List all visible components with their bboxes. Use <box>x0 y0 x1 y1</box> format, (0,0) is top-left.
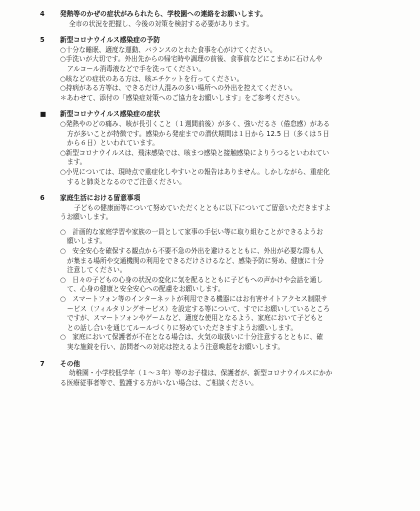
bullet-line: ○手洗いが大切です。外出先からの帰宅時や調理の前後、食事前などにこまめに石けんや <box>60 55 323 64</box>
bullet-continuation: から６日）といわれています。 <box>67 139 159 148</box>
section-symptoms <box>40 110 394 187</box>
bullet-line: ○発熱やのどの痛み、咳が長引くこと（１週間前後）が多く、強いだるさ（倦怠感）がある <box>60 119 330 128</box>
section-title: 家庭生活における留意事項 <box>60 194 141 203</box>
section-title: 新型コロナウイルス感染症の予防 <box>60 36 161 45</box>
bullet-continuation: ービス（フィルタリングサービス）を設定する等について、すでにお願いしているところ <box>67 304 330 313</box>
section-number: ■ <box>40 110 47 119</box>
section-heading <box>40 110 394 120</box>
bullet-line: ○新型コロナウイルスは、飛沫感染では、咳まつ感染と接触感染によりうつるといわれてい <box>60 148 330 157</box>
bullet-continuation: すると肺炎となるのでご注意ください。 <box>67 177 186 186</box>
bullet-continuation: ます。 <box>67 158 87 167</box>
paragraph-line: 全市の状況を把握し、今後の対策を検討する必要があります。 <box>69 19 254 28</box>
bullet-line: ○十分な睡眠、適度な運動、バランスのとれた食事を心がけてください。 <box>60 45 277 54</box>
bullet-continuation: 注意してください。 <box>67 266 127 275</box>
section-other <box>40 360 394 389</box>
section-number: 6 <box>40 194 45 203</box>
bullet-line: ○小児については、現時点で重症化しやすいとの報告はありません。しかしながら、重症化 <box>60 167 330 176</box>
bullet-line: ○ 安全安心を確保する観点から不要不急の外出を避けるとともに、外出が必要な際も人 <box>60 247 323 256</box>
section-heading <box>40 10 394 20</box>
section-prevention <box>40 36 394 103</box>
bullet-continuation: ですが、スマートフォンやゲームなど、適度な使用となるよう、家庭において子どもと <box>67 314 324 323</box>
section-fever-contact <box>40 10 394 29</box>
section-number: 5 <box>40 36 45 45</box>
bullet-continuation: アルコール消毒液などで手を洗ってください。 <box>67 64 206 73</box>
section-title: その他 <box>60 359 81 368</box>
bullet-line: ○ 日々の子どもの心身の状況の変化に気を配るとともに子どもへの声かけや会話を通し <box>60 275 323 284</box>
section-heading <box>40 194 394 204</box>
bullet-continuation: が集まる場所や交通機関の利用をできるだけさけるなど、感染予防に努め、健康に十分 <box>67 256 324 265</box>
bullet-continuation: との話し合いを通じてルールづくりに努めていただきますようお願いします。 <box>67 323 298 332</box>
bullet-line: ○ スマートフォン等のインターネットが利用できる機器にはお有害サイトアクセス制限サ <box>60 295 328 304</box>
section-heading <box>40 36 394 46</box>
section-heading <box>40 360 394 370</box>
bullet-continuation: 実な施錠を行い、訪問者への対応は控えるよう注意喚起をお願いします。 <box>67 343 285 351</box>
note-line: ＊あわせて、添付の「感染症対策へのご協力をお願いします」をご参考ください。 <box>60 93 304 102</box>
bullet-continuation: て、心身の健康と安全安心への配慮をお願いします。 <box>67 285 225 294</box>
section-number: 7 <box>40 359 45 368</box>
paragraph-line: 幼稚園・小学校低学年（１～３年）等のお子様は、保護者が、新型コロナウイルスにかか <box>69 369 333 378</box>
bullet-line: ○ 計画的な家庭学習や家族の一員として家事の手伝い等に取り組むことができるようお <box>60 227 323 236</box>
section-title: 新型コロナウイルス感染症の症状 <box>60 110 161 119</box>
paragraph-line: る医療従事者等で、監護する方がいない場合は、ご相談ください。 <box>60 378 258 387</box>
bullet-line: ○持病がある方等は、できるだけ人混みの多い場所への外出を控えてください。 <box>60 84 297 93</box>
bullet-line: ○ 家庭において保護者が不在となる場合は、火気の取扱いに十分注意するとともに、確 <box>60 333 323 342</box>
bullet-continuation: 方が多いことが特徴です。感染から発症までの潜伏期間は１日から 12.5 日（多くは５日 <box>67 129 330 138</box>
bullet-line: ○咳などの症状のある方は、咳エチケットを行ってください。 <box>60 74 244 83</box>
section-title: 発熱等のかぜの症状がみられたら、学校園への連絡をお願いします。 <box>60 10 267 18</box>
bullet-continuation: 願いします。 <box>67 237 107 246</box>
paragraph-line: 子どもの健康面等について努めていただくとともに以下についてご留意いただきますよ <box>74 203 331 212</box>
section-home-life <box>40 194 394 353</box>
section-number: 4 <box>40 10 45 18</box>
paragraph-line: うお願いします。 <box>60 213 113 222</box>
